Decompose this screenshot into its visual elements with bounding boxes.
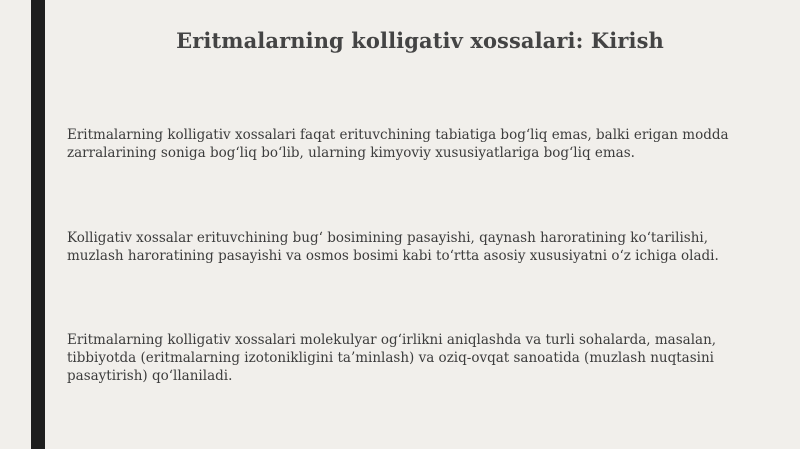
paragraph-definition: Eritmalarning kolligativ xossalari faqat erituvchining tabiatiga bog‘liq emas, balki erigan modda zarralarining soniga bog‘liq bo‘lib, ularning kimyoviy xususiyatlariga bog‘liq emas. (67, 127, 729, 161)
paragraph-properties: Kolligativ xossalar erituvchining bug‘ bosimining pasayishi, qaynash haroratining ko‘tarilishi, muzlash haroratining pasayishi va osmos bosimi kabi to‘rtta asosiy xususiyatni o‘z ichiga oladi. (67, 230, 719, 264)
paragraph-applications: Eritmalarning kolligativ xossalari molekulyar og‘irlikni aniqlashda va turli sohalarda, masalan, tibbiyotda (eritmalarning izotonikligini ta’minlash) va oziq-ovqat sanoatida (muzlash nuqtasini pasaytirish) qo‘llaniladi. (67, 332, 717, 384)
slide-title: Eritmalarning kolligativ xossalari: Kirish (176, 28, 664, 53)
accent-bar (31, 0, 45, 449)
